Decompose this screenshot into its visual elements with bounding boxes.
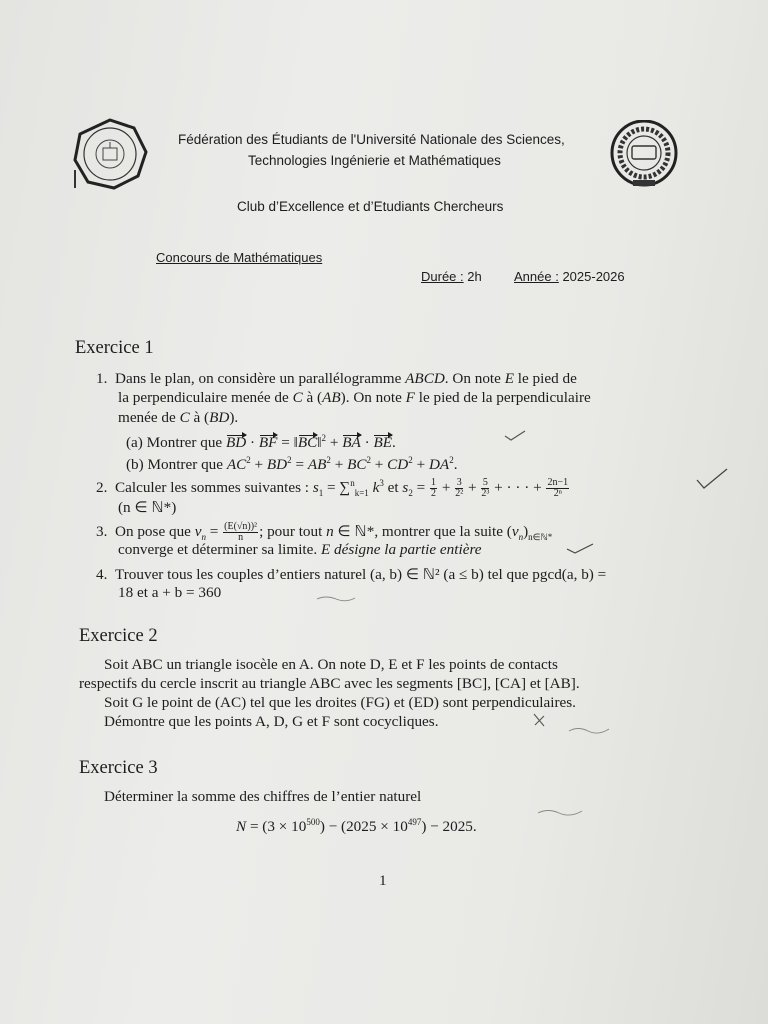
university-seal-logo (72, 118, 148, 190)
exercise-3-title: Exercice 3 (79, 758, 158, 778)
pen-checkmark (504, 430, 526, 442)
question-1-line-3: menée de C à (BD). (118, 409, 239, 426)
pen-mark (532, 713, 546, 727)
contest-title: Concours de Mathématiques (156, 250, 323, 265)
question-3-line-2: converge et déterminer sa limite. E désigne la partie entière (118, 541, 482, 558)
federation-name-line1: Fédération des Étudiants de l'Université Nationale des Sciences, (178, 132, 565, 147)
question-1-line-1: 1. Dans le plan, on considère un parallélogramme ABCD. On note E le pied de (96, 370, 577, 387)
pen-squiggle (537, 807, 583, 817)
pen-checkmark (696, 468, 728, 490)
federation-logo (607, 120, 681, 190)
school-year (514, 269, 625, 284)
exercise-2-line-1: Soit ABC un triangle isocèle en A. On note D, E et F les points de contacts (104, 656, 558, 673)
duration (421, 269, 482, 284)
page-number: 1 (379, 872, 387, 889)
exercise-2-line-3: Soit G le point de (AC) tel que les droites (FG) et (ED) sont perpendiculaires. (104, 694, 576, 711)
question-3-line-1: 3. On pose que $v_n$ = $\frac{\text{(E(√n))²}}{n}$ ; pour tout n ∈ ℕ*, montrer que la suite $(v_n)_{n\in ℕ*}$ (96, 521, 553, 544)
club-name: Club d’Excellence et d’Etudiants Chercheurs (237, 199, 504, 214)
exercise-2-line-2: respectifs du cercle inscrit au triangle ABC avec les segments [BC], [CA] et [AB]. (79, 675, 580, 692)
federation-name-line2: Technologies Ingénierie et Mathématiques (248, 153, 501, 168)
question-1b: (b) Montrer que $AC^2 + BD^2 = AB^2 + BC^2 + CD^2 + DA^2$. (126, 455, 458, 474)
question-2: 2. Calculer les sommes suivantes : $s_1 = \sum^n_{k=1}$ $k^3$ et $s_2$ = $\frac{1}{2}$ + $\frac{3}{\text{2²}}$ + $\frac{5}{\text{2³}}$ + · · · + $\frac{2n-1}{\text{2ⁿ}}$ (96, 477, 569, 500)
question-4-line-1: 4. Trouver tous les couples d’entiers naturel (a, b) ∈ ℕ² (a ≤ b) tel que pgcd(a, b) = (96, 566, 607, 583)
question-1-line-2: la perpendiculaire menée de C à (AB). On note F le pied de la perpendiculaire (118, 389, 591, 406)
exercise-3-line-1: Déterminer la somme des chiffres de l’entier naturel (104, 788, 422, 805)
exercise-2-line-4: Démontre que les points A, D, G et F sont cocycliques. (104, 713, 439, 730)
exercise-2-title: Exercice 2 (79, 626, 158, 646)
duration-label: Durée : (421, 269, 464, 284)
year-value: 2025-2026 (562, 269, 625, 284)
exercise-1-title: Exercice 1 (75, 338, 154, 358)
duration-value: 2h (467, 269, 482, 284)
question-1a: (a) Montrer que BD · BF = ‖BC‖$^2$ + BA · BE. (126, 433, 396, 452)
pen-squiggle (568, 725, 610, 735)
question-4-line-2: 18 et a + b = 360 (118, 584, 222, 601)
question-2-condition: (n ∈ ℕ*) (118, 499, 177, 516)
year-label: Année : (514, 269, 559, 284)
pen-checkmark (566, 543, 594, 555)
exercise-3-formula: $N = (3 \times 10^{500}) - (2025 \times 10^{497}) - 2025$. (236, 817, 477, 836)
margin-mark (74, 170, 76, 188)
pen-squiggle (316, 594, 356, 602)
